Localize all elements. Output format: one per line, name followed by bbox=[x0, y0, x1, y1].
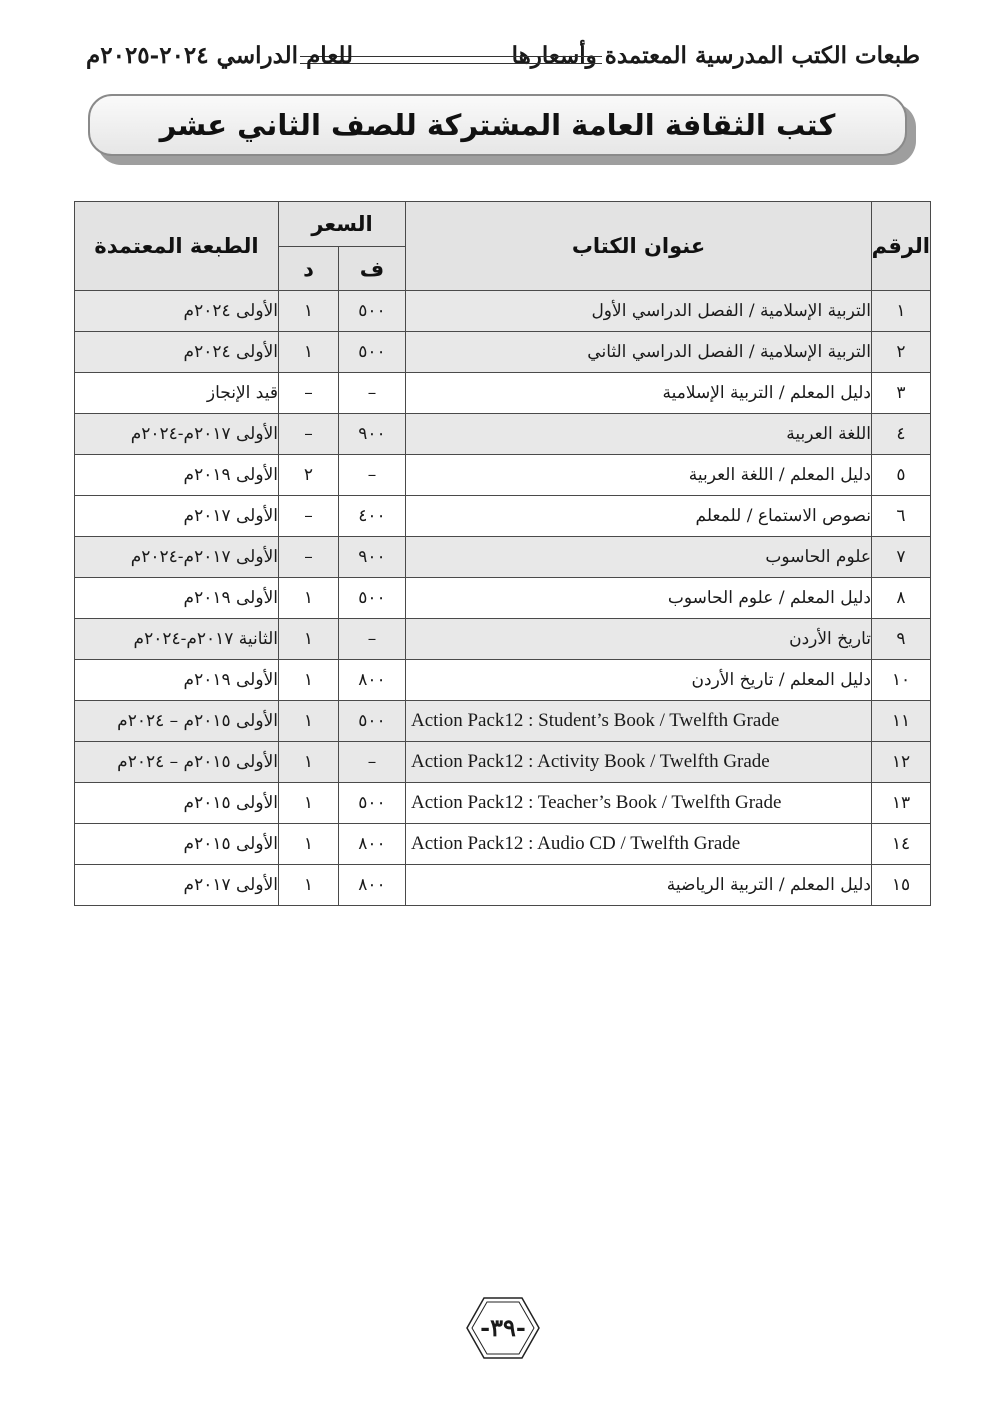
header-price-fils: ف bbox=[339, 247, 406, 291]
table-row bbox=[75, 742, 931, 783]
page-number-badge bbox=[465, 1296, 541, 1360]
cell-price-dinar: ١ bbox=[279, 291, 339, 332]
header-num: الرقم bbox=[872, 202, 931, 291]
table-row bbox=[75, 537, 931, 578]
cell-price-fils: ٤٠٠ bbox=[339, 496, 406, 537]
cell-book-title: Action Pack12 : Student’s Book / Twelfth Grade bbox=[406, 701, 872, 742]
cell-edition: الأولى ٢٠١٩م bbox=[75, 660, 279, 701]
cell-edition: الأولى ٢٠١٩م bbox=[75, 578, 279, 619]
header-edition: الطبعة المعتمدة bbox=[75, 202, 279, 291]
cell-edition: الأولى ٢٠١٧م-٢٠٢٤م bbox=[75, 414, 279, 455]
header-academic-year: للعام الدراسي ٢٠٢٤-٢٠٢٥م bbox=[86, 42, 354, 69]
cell-price-dinar: ١ bbox=[279, 332, 339, 373]
cell-edition: الأولى ٢٠١٧م bbox=[75, 496, 279, 537]
cell-num: ٨ bbox=[872, 578, 931, 619]
cell-price-fils: ٨٠٠ bbox=[339, 865, 406, 906]
header-book-title: عنوان الكتاب bbox=[406, 202, 872, 291]
cell-price-fils: ٨٠٠ bbox=[339, 660, 406, 701]
cell-num: ٩ bbox=[872, 619, 931, 660]
table-header bbox=[75, 202, 931, 291]
cell-book-title: Action Pack12 : Teacher’s Book / Twelfth Grade bbox=[406, 783, 872, 824]
cell-book-title: دليل المعلم / علوم الحاسوب bbox=[406, 578, 872, 619]
table-row bbox=[75, 578, 931, 619]
cell-book-title: Action Pack12 : Activity Book / Twelfth Grade bbox=[406, 742, 872, 783]
cell-book-title: دليل المعلم / اللغة العربية bbox=[406, 455, 872, 496]
cell-edition: قيد الإنجاز bbox=[75, 373, 279, 414]
cell-num: ١ bbox=[872, 291, 931, 332]
header-price: السعر bbox=[279, 202, 406, 247]
cell-edition: الأولى ٢٠١٧م-٢٠٢٤م bbox=[75, 537, 279, 578]
table-row bbox=[75, 496, 931, 537]
cell-edition: الأولى ٢٠١٩م bbox=[75, 455, 279, 496]
cell-num: ١٤ bbox=[872, 824, 931, 865]
cell-book-title: التربية الإسلامية / الفصل الدراسي الثاني bbox=[406, 332, 872, 373]
cell-price-dinar: ١ bbox=[279, 619, 339, 660]
cell-price-fils: ٥٠٠ bbox=[339, 578, 406, 619]
cell-num: ٧ bbox=[872, 537, 931, 578]
cell-price-dinar: ١ bbox=[279, 578, 339, 619]
cell-price-dinar: ١ bbox=[279, 824, 339, 865]
cell-num: ١٣ bbox=[872, 783, 931, 824]
table-row bbox=[75, 865, 931, 906]
cell-book-title: دليل المعلم / التربية الإسلامية bbox=[406, 373, 872, 414]
cell-edition: الأولى ٢٠١٥م bbox=[75, 783, 279, 824]
cell-price-fils: ٥٠٠ bbox=[339, 291, 406, 332]
cell-price-fils: – bbox=[339, 373, 406, 414]
cell-price-fils: – bbox=[339, 455, 406, 496]
table-row bbox=[75, 619, 931, 660]
cell-book-title: تاريخ الأردن bbox=[406, 619, 872, 660]
running-header bbox=[86, 40, 920, 80]
table-row bbox=[75, 824, 931, 865]
page-title: كتب الثقافة العامة المشتركة للصف الثاني عشر bbox=[159, 108, 836, 142]
cell-edition: الأولى ٢٠١٥م – ٢٠٢٤م bbox=[75, 701, 279, 742]
cell-num: ٢ bbox=[872, 332, 931, 373]
cell-edition: الثانية ٢٠١٧م-٢٠٢٤م bbox=[75, 619, 279, 660]
table-row bbox=[75, 701, 931, 742]
cell-num: ١٥ bbox=[872, 865, 931, 906]
cell-book-title: التربية الإسلامية / الفصل الدراسي الأول bbox=[406, 291, 872, 332]
cell-price-fils: ٩٠٠ bbox=[339, 414, 406, 455]
cell-num: ٣ bbox=[872, 373, 931, 414]
table-row bbox=[75, 660, 931, 701]
cell-num: ٤ bbox=[872, 414, 931, 455]
table-row bbox=[75, 373, 931, 414]
cell-price-dinar: ٢ bbox=[279, 455, 339, 496]
cell-book-title: نصوص الاستماع / للمعلم bbox=[406, 496, 872, 537]
cell-price-dinar: ١ bbox=[279, 742, 339, 783]
cell-book-title: دليل المعلم / التربية الرياضية bbox=[406, 865, 872, 906]
cell-edition: الأولى ٢٠٢٤م bbox=[75, 291, 279, 332]
cell-price-dinar: – bbox=[279, 537, 339, 578]
table-body bbox=[75, 291, 931, 906]
cell-price-dinar: – bbox=[279, 373, 339, 414]
cell-price-fils: ٨٠٠ bbox=[339, 824, 406, 865]
books-table bbox=[74, 201, 931, 906]
cell-price-dinar: – bbox=[279, 414, 339, 455]
table-row bbox=[75, 783, 931, 824]
header-price-dinar: د bbox=[279, 247, 339, 291]
cell-price-fils: – bbox=[339, 619, 406, 660]
cell-book-title: علوم الحاسوب bbox=[406, 537, 872, 578]
cell-num: ١٠ bbox=[872, 660, 931, 701]
title-banner bbox=[88, 94, 907, 156]
page-number: -٣٩- bbox=[480, 1313, 526, 1342]
cell-price-fils: ٥٠٠ bbox=[339, 332, 406, 373]
cell-price-dinar: ١ bbox=[279, 783, 339, 824]
cell-num: ٦ bbox=[872, 496, 931, 537]
cell-edition: الأولى ٢٠١٥م bbox=[75, 824, 279, 865]
cell-edition: الأولى ٢٠١٥م – ٢٠٢٤م bbox=[75, 742, 279, 783]
cell-price-fils: ٥٠٠ bbox=[339, 783, 406, 824]
cell-num: ٥ bbox=[872, 455, 931, 496]
table-row bbox=[75, 414, 931, 455]
table-row bbox=[75, 332, 931, 373]
cell-price-fils: – bbox=[339, 742, 406, 783]
header-publication-title: طبعات الكتب المدرسية المعتمدة وأسعارها bbox=[511, 42, 920, 69]
cell-price-dinar: ١ bbox=[279, 701, 339, 742]
cell-price-dinar: – bbox=[279, 496, 339, 537]
table-row bbox=[75, 291, 931, 332]
cell-price-dinar: ١ bbox=[279, 660, 339, 701]
cell-price-fils: ٩٠٠ bbox=[339, 537, 406, 578]
cell-num: ١٢ bbox=[872, 742, 931, 783]
cell-num: ١١ bbox=[872, 701, 931, 742]
cell-edition: الأولى ٢٠١٧م bbox=[75, 865, 279, 906]
cell-edition: الأولى ٢٠٢٤م bbox=[75, 332, 279, 373]
cell-book-title: اللغة العربية bbox=[406, 414, 872, 455]
cell-price-fils: ٥٠٠ bbox=[339, 701, 406, 742]
table-row bbox=[75, 455, 931, 496]
cell-book-title: دليل المعلم / تاريخ الأردن bbox=[406, 660, 872, 701]
cell-price-dinar: ١ bbox=[279, 865, 339, 906]
cell-book-title: Action Pack12 : Audio CD / Twelfth Grade bbox=[406, 824, 872, 865]
